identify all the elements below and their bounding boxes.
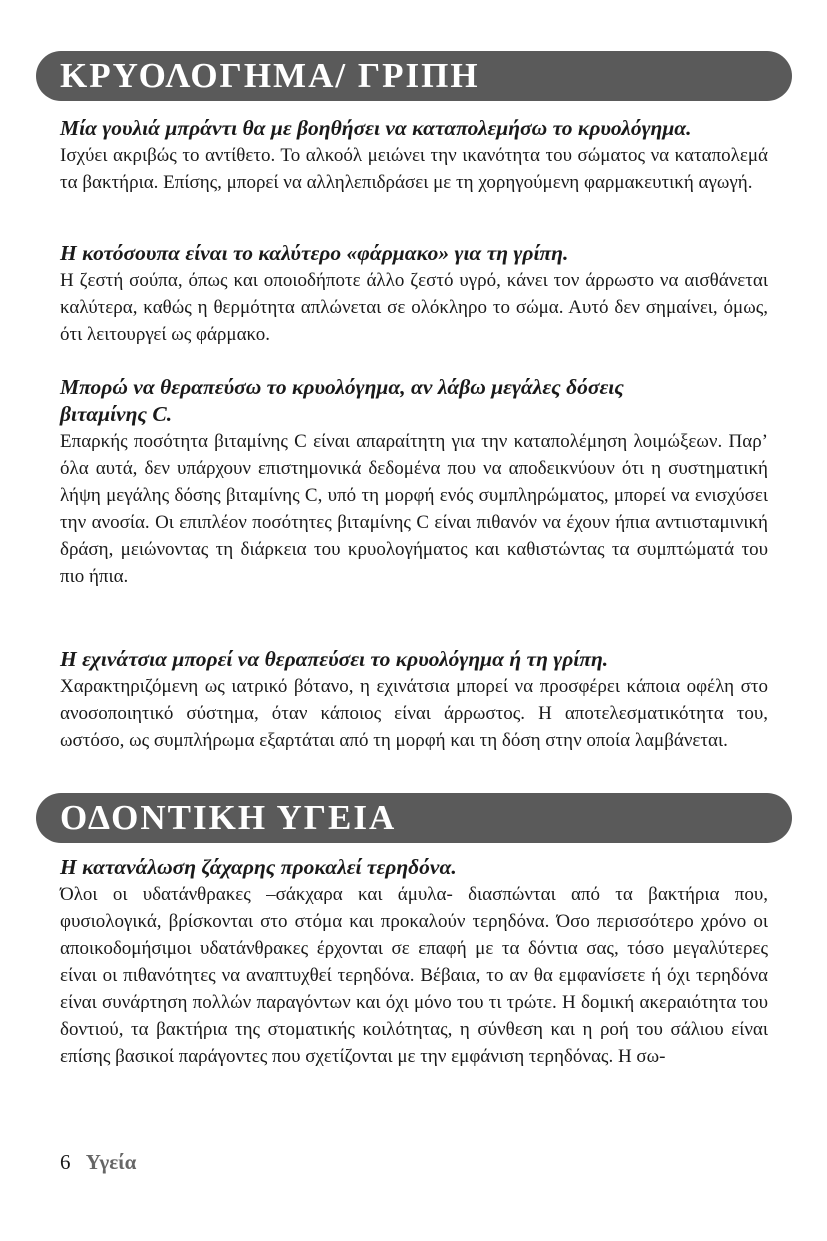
section-title: ΚΡΥΟΛΟΓΗΜΑ/ ΓΡΙΠΗ — [60, 56, 480, 95]
article-text: Όλοι οι υδατάνθρακες –σάκχαρα και άμυλα- διασπώνται από τα βακτήρια που, φυσιολογικά, βρίσκονται στο στόμα και προκαλούν τερηδόνα. Όσο περισσότερο χρόνο οι αποικοδομήσιμοι υδατάνθρακες έρχονται σε επαφή με τα δόντια σας, τόσο μεγαλύτερες είναι οι πιθανότητες να αναπτυχθεί τερηδόνα. Βέβαια, το αν θα εμφανίσετε ή όχι τερηδόνα είναι συνάρτηση πολλών παραγόντων και όχι μόνο του τι τρώτε. Η δομική ακεραιότητα του δοντιού, τα βακτήρια της στοματικής κοιλότητας, η σύνθεση και η ροή του σάλιου είναι επίσης βασικοί παράγοντες που σχετίζονται με την εμφάνιση τερηδόνας. Η σω- — [60, 884, 768, 1067]
article-heading: Η κοτόσουπα είναι το καλύτερο «φάρμακο» για τη γρίπη. — [60, 241, 569, 265]
section-banner-dental-health — [36, 793, 792, 843]
article-echinacea — [60, 646, 768, 754]
page-number: 6 — [60, 1150, 71, 1174]
article-heading: Η εχινάτσια μπορεί να θεραπεύσει το κρυολόγημα ή τη γρίπη. — [60, 647, 609, 671]
article-heading: Μία γουλιά μπράντι θα με βοηθήσει να καταπολεμήσω το κρυολόγημα. — [60, 116, 692, 140]
page-footer — [60, 1150, 136, 1175]
section-banner-cold-flu — [36, 51, 792, 101]
footer-book-title: Υγεία — [85, 1150, 137, 1174]
article-text: Η ζεστή σούπα, όπως και οποιοδήποτε άλλο ζεστό υγρό, κάνει τον άρρωστο να αισθάνεται καλύτερα, καθώς η θερμότητα απλώνεται σε ολόκληρο το σώμα. Αυτό δεν σημαίνει, όμως, ότι λειτουργεί ως φάρμακο. — [60, 270, 768, 345]
article-sugar-cavities — [60, 854, 768, 1070]
article-chicken-soup — [60, 240, 768, 348]
article-vitamin-c — [60, 374, 768, 590]
article-text: Επαρκής ποσότητα βιταμίνης C είναι απαραίτητη για την καταπολέμηση λοιμώξεων. Παρ’ όλα αυτά, δεν υπάρχουν επιστημονικά δεδομένα που να αποδεικνύουν ότι η συστηματική λήψη μεγάλης δόσης βιταμίνης C, υπό τη μορφή ενός συμπληρώματος, μπορεί να ενισχύσει την ανοσία. Οι επιπλέον ποσότητες βιταμίνης C είναι πιθανόν να έχουν ήπια αντιισταμινική δράση, μειώνοντας τη διάρκεια του κρυολογήματος και καθιστώντας τα συμπτώματά του πιο ήπια. — [60, 431, 768, 587]
article-heading: Μπορώ να θεραπεύσω το κρυολόγημα, αν λάβω μεγάλες δόσεις βιταμίνης C. — [60, 375, 624, 426]
article-heading: Η κατανάλωση ζάχαρης προκαλεί τερηδόνα. — [60, 855, 457, 879]
article-brandy — [60, 115, 768, 196]
section-title: ΟΔΟΝΤΙΚΗ ΥΓΕΙΑ — [60, 798, 397, 837]
article-text: Ισχύει ακριβώς το αντίθετο. Το αλκοόλ μειώνει την ικανότητα του σώματος να καταπολεμά τα βακτήρια. Επίσης, μπορεί να αλληλεπιδράσει με τη χορηγούμενη φαρμακευτική αγωγή. — [60, 145, 768, 193]
article-text: Χαρακτηριζόμενη ως ιατρικό βότανο, η εχινάτσια μπορεί να προσφέρει κάποια οφέλη στο ανοσοποιητικό σύστημα, όταν κάποιος είναι άρρωστος. Η αποτελεσματικότητα του, ωστόσο, ως συμπλήρωμα εξαρτάται από τη μορφή και τη δόση στην οποία λαμβάνεται. — [60, 676, 768, 751]
